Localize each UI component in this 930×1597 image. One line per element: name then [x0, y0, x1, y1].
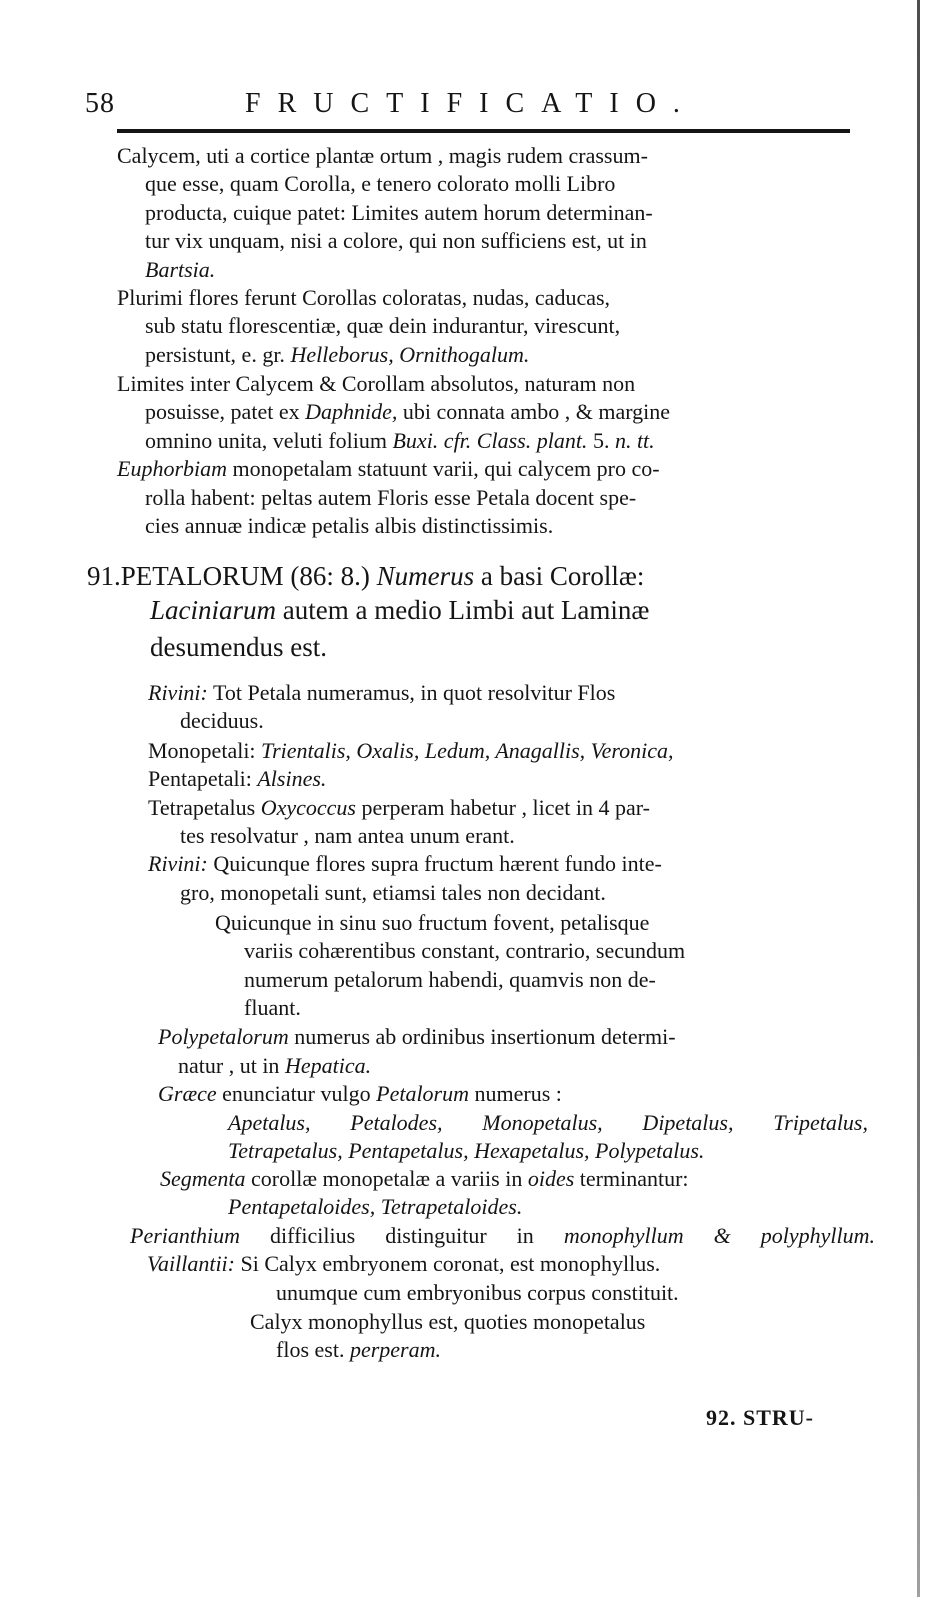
italic-text: Laciniarum	[150, 595, 277, 625]
running-title: FRUCTIFICATIO.	[245, 88, 697, 119]
page-number: 58	[85, 88, 115, 119]
text-run: a basi Corollæ:	[474, 561, 645, 591]
text-run: Calyx monophyllus est, quoties monopetalus	[250, 1309, 646, 1334]
text-line	[228, 1112, 868, 1134]
text-line	[148, 768, 326, 790]
italic-text: Alsines.	[257, 766, 327, 791]
italic-text: n. tt.	[614, 428, 655, 453]
text-run: Monopetali:	[148, 738, 262, 763]
text-line	[130, 1225, 875, 1247]
text-run: sub statu florescentiæ, quæ dein indurantur, virescunt,	[145, 313, 621, 338]
text-line	[117, 458, 660, 480]
text-line	[180, 710, 264, 732]
italic-text: Perianthium	[130, 1223, 240, 1248]
text-line	[87, 563, 644, 590]
text-run: Quicunque in sinu suo fructum fovent, petalisque	[215, 910, 650, 935]
text-line	[244, 940, 685, 962]
text-run: autem a medio Limbi aut Laminæ	[276, 595, 650, 625]
text-line	[178, 1055, 371, 1077]
text-line	[145, 173, 615, 195]
text-line	[145, 202, 653, 224]
text-run: fluant.	[244, 995, 301, 1020]
text-run: corollæ monopetalæ a variis in	[245, 1166, 528, 1191]
text-run: unumque cum embryonibus corpus constituit.	[276, 1280, 679, 1305]
text-run: Tot Petala numeramus, in quot resolvitur Flos	[207, 680, 616, 705]
text-line	[145, 315, 620, 337]
italic-text: Rivini:	[148, 680, 208, 705]
text-run: desumendus est.	[150, 632, 327, 662]
text-line	[228, 1196, 522, 1218]
text-run: deciduus.	[180, 708, 264, 733]
italic-text: oides	[527, 1166, 575, 1191]
italic-text: monophyllum & polyphyllum.	[563, 1223, 875, 1248]
italic-text: Hepatica.	[284, 1053, 372, 1078]
text-run: perperam habetur , licet in 4 par-	[355, 795, 650, 820]
text-run: 5.	[587, 428, 615, 453]
text-run: tes resolvatur , nam antea unum erant.	[180, 823, 515, 848]
text-line	[158, 1026, 676, 1048]
text-run: Tetrapetalus	[148, 795, 261, 820]
italic-text: Oxycoccus	[260, 795, 356, 820]
italic-text: Helleborus, Ornithogalum.	[290, 342, 530, 367]
italic-text: Bartsia.	[145, 257, 216, 282]
text-line	[145, 230, 647, 252]
catchword: 92. STRU-	[706, 1405, 815, 1430]
italic-text: Petalorum	[376, 1081, 470, 1106]
italic-text: Buxi. cfr. Class. plant.	[392, 428, 588, 453]
text-run: terminantur:	[574, 1166, 689, 1191]
text-run: numerus :	[469, 1081, 562, 1106]
text-run: persistunt, e. gr.	[145, 342, 291, 367]
text-line	[244, 997, 301, 1019]
italic-text: Polypetalorum	[158, 1024, 289, 1049]
italic-text: perperam.	[349, 1337, 441, 1362]
italic-text: Pentapetaloides, Tetrapetaloides.	[228, 1194, 523, 1219]
text-line	[150, 597, 649, 624]
text-line	[117, 373, 635, 395]
text-line	[150, 634, 327, 661]
text-run: Pentapetali:	[148, 766, 258, 791]
text-line	[180, 825, 515, 847]
italic-text: Numerus	[376, 561, 475, 591]
italic-text: Trientalis, Oxalis, Ledum, Anagallis, Veronica,	[261, 738, 674, 763]
italic-text: Tetrapetalus, Pentapetalus, Hexapetalus, Polypetalus.	[228, 1138, 705, 1163]
text-line	[276, 1282, 679, 1304]
italic-text: Segmenta	[160, 1166, 246, 1191]
text-line	[117, 287, 610, 309]
text-line	[158, 1083, 562, 1105]
text-run: producta, cuique patet: Limites autem horum determinan-	[145, 200, 653, 225]
text-run: variis cohærentibus constant, contrario, secundum	[244, 938, 686, 963]
text-line	[148, 853, 662, 875]
text-line	[145, 487, 636, 509]
text-line	[228, 1140, 704, 1162]
text-line	[117, 145, 648, 167]
text-line	[250, 1311, 645, 1333]
text-run: posuisse, patet ex	[145, 399, 306, 424]
text-run: natur , ut in	[178, 1053, 285, 1078]
text-line	[276, 1339, 441, 1361]
text-line	[160, 1168, 689, 1190]
text-line	[148, 797, 650, 819]
text-run: Plurimi flores ferunt Corollas coloratas, nudas, caducas,	[117, 285, 611, 310]
text-line	[147, 1253, 660, 1275]
text-run: cies annuæ indicæ petalis albis distinctissimis.	[145, 513, 554, 538]
italic-text: Apetalus, Petalodes, Monopetalus, Dipetalus, Tripetalus,	[228, 1110, 868, 1135]
text-run: Limites inter Calycem & Corollam absolutos, naturam non	[117, 371, 636, 396]
text-run: omnino unita, veluti folium	[145, 428, 393, 453]
italic-text: Daphnide,	[305, 399, 398, 424]
text-line	[180, 882, 606, 904]
text-run: numerus ab ordinibus insertionum determi-	[288, 1024, 676, 1049]
text-run: que esse, quam Corolla, e tenero colorato molli Libro	[145, 171, 616, 196]
text-run: numerum petalorum habendi, quamvis non de-	[244, 967, 656, 992]
text-line	[244, 969, 656, 991]
text-run: enunciatur vulgo	[216, 1081, 377, 1106]
text-line	[145, 259, 215, 281]
text-line	[148, 682, 615, 704]
header-rule	[117, 129, 850, 133]
text-run: gro, monopetali sunt, etiamsi tales non decidant.	[180, 880, 606, 905]
text-run: monopetalam statuunt varii, qui calycem pro co-	[227, 456, 660, 481]
text-run: Quicunque flores supra fructum hærent fundo inte-	[207, 851, 662, 876]
text-run: 91.PETALORUM (86: 8.)	[87, 561, 377, 591]
text-run: tur vix unquam, nisi a colore, qui non sufficiens est, ut in	[145, 228, 647, 253]
text-run: rolla habent: peltas autem Floris esse Petala docent spe-	[145, 485, 637, 510]
text-line	[148, 740, 674, 762]
text-line	[145, 344, 529, 366]
italic-text: Rivini:	[148, 851, 208, 876]
italic-text: Euphorbiam	[117, 456, 227, 481]
text-run: Calycem, uti a cortice plantæ ortum , magis rudem crassum-	[117, 143, 648, 168]
text-line	[215, 912, 649, 934]
text-line	[145, 401, 670, 423]
text-run: ubi connata ambo , & margine	[397, 399, 671, 424]
italic-text: Vaillantii:	[147, 1251, 235, 1276]
text-line	[145, 430, 655, 452]
page-edge-shadow	[917, 0, 920, 1597]
text-line	[145, 515, 553, 537]
text-run: Si Calyx embryonem coronat, est monophyllus.	[235, 1251, 661, 1276]
text-run: difficilius distinguitur in	[240, 1223, 564, 1248]
italic-text: Græce	[158, 1081, 217, 1106]
text-run: flos est.	[276, 1337, 350, 1362]
